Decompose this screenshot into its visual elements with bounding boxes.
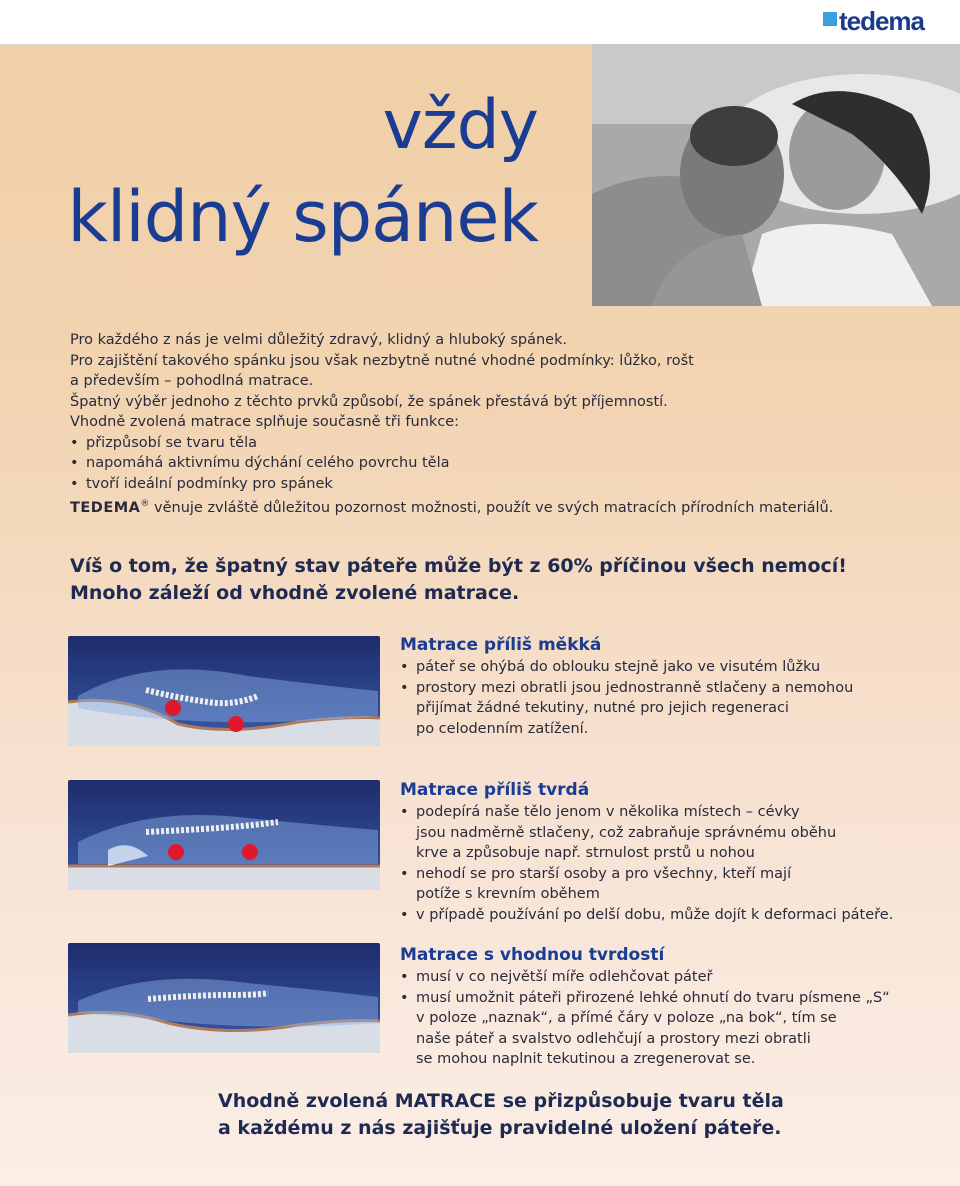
section-bullet bbox=[400, 905, 940, 926]
section-bullet bbox=[400, 657, 940, 678]
bullet-line: přijímat žádné tekutiny, nutné pro jejich regeneraci bbox=[416, 700, 789, 716]
bullet-line: • podepírá naše tělo jenom v několika místech – cévky bbox=[416, 804, 800, 820]
logo-square-icon bbox=[823, 12, 837, 26]
intro-line: a především – pohodlná matrace. bbox=[70, 373, 314, 389]
bullet-line: • páteř se ohýbá do oblouku stejně jako ve visutém lůžku bbox=[416, 659, 821, 675]
bullet-line: • prostory mezi obratli jsou jednostranně stlačeny a nemohou bbox=[416, 679, 854, 696]
registered-mark: ® bbox=[140, 499, 150, 509]
intro-line: Pro zajištění takového spánku jsou však nezbytně nutné vhodné podmínky: lůžko, rošt bbox=[70, 352, 694, 369]
section-suitable bbox=[400, 944, 940, 1070]
bullet-line: • v případě používání po delší dobu, může dojít k deformaci páteře. bbox=[416, 906, 894, 923]
spine-warning bbox=[70, 553, 930, 607]
brand-inline-name: TEDEMA bbox=[70, 499, 141, 516]
hero bbox=[0, 44, 960, 306]
photo-illustration bbox=[592, 44, 960, 306]
section-bullet bbox=[400, 802, 940, 864]
bullet-line: v poloze „naznak“, a přímé čáry v poloze „na bok“, tím se bbox=[416, 1010, 837, 1026]
headline-line-1: vždy bbox=[382, 86, 538, 165]
section-bullet bbox=[400, 678, 940, 740]
bullet-line: krve a způsobuje např. strnulost prstů u nohou bbox=[416, 845, 755, 861]
top-bar bbox=[0, 0, 960, 45]
bullet-line: jsou nadměrně stlačeny, což zabraňuje správnému oběhu bbox=[416, 824, 837, 841]
section-bullet bbox=[400, 988, 940, 1070]
warning-line-2: Mnoho záleží od vhodně zvolené matrace. bbox=[70, 582, 520, 604]
section-bullet bbox=[400, 864, 940, 905]
bullet-line: • nehodí se pro starší osoby a pro všechny, kteří mají bbox=[416, 865, 792, 882]
warning-line-1: Víš o tom, že špatný stav páteře může být z 60% příčinou všech nemocí! bbox=[70, 555, 847, 577]
intro-bullet: • přizpůsobí se tvaru těla bbox=[70, 433, 930, 454]
section-too-hard bbox=[400, 779, 940, 925]
section-title: Matrace příliš měkká bbox=[400, 635, 602, 655]
closing-statement bbox=[218, 1088, 938, 1142]
bullet-line: po celodenním zatížení. bbox=[416, 720, 589, 737]
closing-line-1: Vhodně zvolená MATRACE se přizpůsobuje tvaru těla bbox=[218, 1090, 784, 1112]
section-title: Matrace s vhodnou tvrdostí bbox=[400, 945, 665, 965]
bullet-line: se mohou naplnit tekutinou a zregenerovat se. bbox=[416, 1051, 756, 1067]
intro-line: Vhodně zvolená matrace splňuje současně tři funkce: bbox=[70, 414, 460, 430]
section-bullet bbox=[400, 967, 940, 988]
bullet-line: • musí v co největší míře odlehčovat páteř bbox=[416, 969, 713, 985]
bullet-line: potíže s krevním oběhem bbox=[416, 886, 600, 902]
intro-line: Špatný výběr jednoho z těchto prvků způsobí, že spánek přestává být příjemností. bbox=[70, 393, 668, 410]
intro-bullet: • napomáhá aktivnímu dýchání celého povrchu těla bbox=[70, 453, 930, 474]
hard-mattress-illustration bbox=[68, 780, 380, 890]
logo-text: tedema bbox=[838, 6, 924, 36]
brand-logo[interactable] bbox=[823, 6, 924, 37]
intro-bullet: • tvoří ideální podmínky pro spánek bbox=[70, 474, 930, 495]
suitable-mattress-illustration bbox=[68, 943, 380, 1053]
intro-text bbox=[70, 330, 930, 518]
soft-mattress-illustration bbox=[68, 636, 380, 746]
closing-line-2: a každému z nás zajišťuje pravidelné uložení páteře. bbox=[218, 1117, 782, 1139]
section-title: Matrace příliš tvrdá bbox=[400, 780, 590, 800]
intro-line: Pro každého z nás je velmi důležitý zdravý, klidný a hluboký spánek. bbox=[70, 332, 568, 348]
couple-sleeping-photo bbox=[592, 44, 960, 306]
bullet-line: naše páteř a svalstvo odlehčují a prostory mezi obratli bbox=[416, 1030, 811, 1047]
brand-statement bbox=[70, 494, 930, 518]
section-too-soft bbox=[400, 634, 940, 739]
headline-line-2: klidný spánek bbox=[67, 176, 538, 258]
bullet-line: • musí umožnit páteři přirozené lehké ohnutí do tvaru písmene „S“ bbox=[416, 989, 890, 1006]
brand-sentence: věnuje zvláště důležitou pozornost možnosti, použít ve svých matracích přírodních materiálů. bbox=[149, 499, 834, 516]
